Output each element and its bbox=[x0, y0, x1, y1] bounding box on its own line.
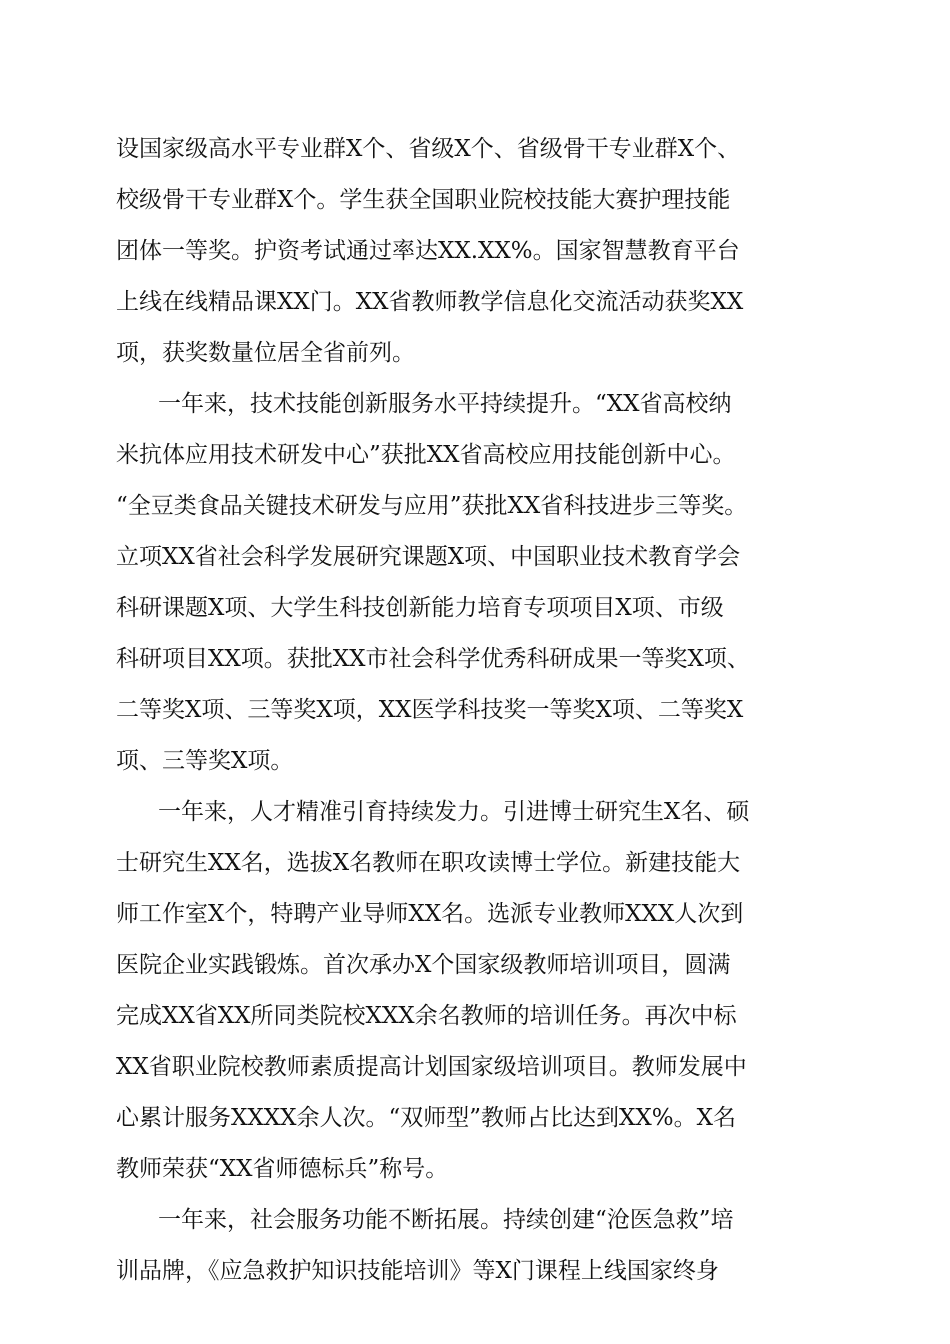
text-line: 心累计服务XXXX余人次。“双师型”教师占比达到XX%。X名 bbox=[116, 1105, 736, 1131]
text-line: 项、三等奖X项。 bbox=[116, 748, 294, 774]
text-line: 校级骨干专业群X个。学生获全国职业院校技能大赛护理技能 bbox=[116, 187, 731, 213]
paragraph-talent bbox=[116, 787, 836, 1195]
text-line: 训品牌，《应急救护知识技能培训》等X门课程上线国家终身 bbox=[116, 1258, 719, 1284]
text-line: 科研课题X项、大学生科技创新能力培育专项项目X项、市级 bbox=[116, 595, 724, 621]
text-line: 设国家级高水平专业群X个、省级X个、省级骨干专业群X个、 bbox=[116, 136, 741, 162]
paragraph-social-service bbox=[116, 1195, 836, 1297]
paragraph-achievements bbox=[116, 124, 836, 379]
text-line: XX省职业院校教师素质提高计划国家级培训项目。教师发展中 bbox=[116, 1054, 747, 1080]
text-line: 上线在线精品课XX门。XX省教师教学信息化交流活动获奖XX bbox=[116, 289, 744, 315]
text-line: 士研究生XX名，选拔X名教师在职攻读博士学位。新建技能大 bbox=[116, 850, 741, 876]
paragraph-innovation bbox=[116, 379, 836, 787]
text-line: 教师荣获“XX省师德标兵”称号。 bbox=[116, 1156, 449, 1182]
text-line: 师工作室X个，特聘产业导师XX名。选派专业教师XXX人次到 bbox=[116, 901, 744, 927]
text-line: 一年来，技术技能创新服务水平持续提升。“XX省高校纳 bbox=[158, 391, 732, 417]
text-line: 米抗体应用技术研发中心”获批XX省高校应用技能创新中心。 bbox=[116, 442, 736, 468]
text-line: 团体一等奖。护资考试通过率达XX.XX%。国家智慧教育平台 bbox=[116, 238, 740, 264]
text-line: 医院企业实践锻炼。首次承办X个国家级教师培训项目，圆满 bbox=[116, 952, 731, 978]
text-line: 二等奖X项、三等奖X项，XX医学科技奖一等奖X项、二等奖X bbox=[116, 697, 744, 723]
document-body bbox=[116, 124, 836, 1297]
text-line: 一年来，社会服务功能不断拓展。持续创建“沧医急救”培 bbox=[158, 1207, 734, 1233]
text-line: 完成XX省XX所同类院校XXX余名教师的培训任务。再次中标 bbox=[116, 1003, 737, 1029]
text-line: “全豆类食品关键技术研发与应用”获批XX省科技进步三等奖。 bbox=[116, 493, 748, 519]
text-line: 一年来，人才精准引育持续发力。引进博士研究生X名、硕 bbox=[158, 799, 750, 825]
text-line: 项，获奖数量位居全省前列。 bbox=[116, 340, 415, 366]
text-line: 立项XX省社会科学发展研究课题X项、中国职业技术教育学会 bbox=[116, 544, 741, 570]
text-line: 科研项目XX项。获批XX市社会科学优秀科研成果一等奖X项、 bbox=[116, 646, 750, 672]
